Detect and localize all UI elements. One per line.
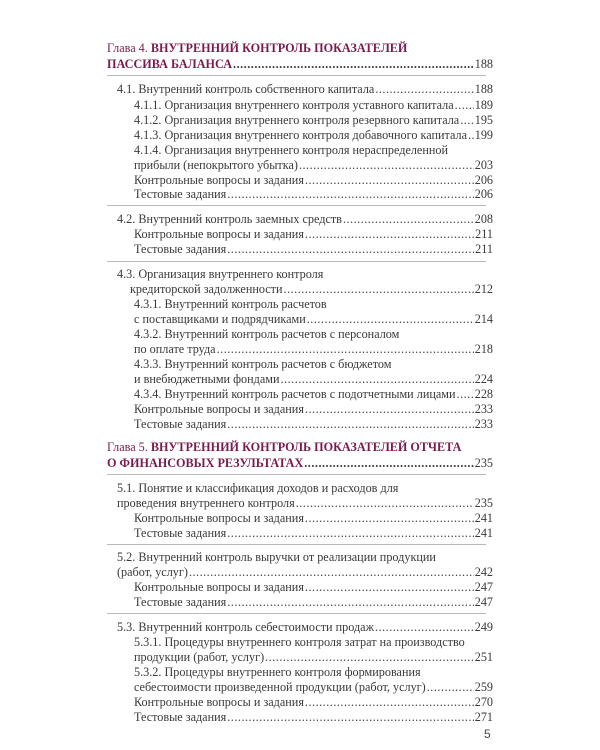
leader-dots xyxy=(455,98,474,112)
toc-entry-5-3-1-line1[interactable] xyxy=(134,635,465,649)
toc-entry-4-1-questions[interactable] xyxy=(134,173,493,187)
leader-dots xyxy=(305,580,474,594)
leader-dots xyxy=(427,680,474,694)
toc-entry-5-3-2-line1[interactable] xyxy=(134,665,421,679)
leader-dots xyxy=(299,158,474,172)
toc-entry-4-1-2[interactable] xyxy=(134,113,493,127)
entry-title: 4.1.4. Организация внутреннего контроля нераспределенной xyxy=(134,143,448,157)
entry-page: 233 xyxy=(474,417,493,431)
entry-title: 4.1.1. Организация внутреннего контроля уставного капитала xyxy=(134,98,454,112)
entry-title: Контрольные вопросы и задания xyxy=(134,511,304,525)
toc-entry-4-3-4[interactable] xyxy=(134,387,493,401)
entry-title: Тестовые задания xyxy=(134,417,227,431)
toc-entry-4-2-tests[interactable] xyxy=(134,242,493,256)
chapter-4-lead: Глава 4. xyxy=(107,41,151,55)
entry-page: 211 xyxy=(475,227,493,241)
divider xyxy=(107,474,486,475)
entry-page: 189 xyxy=(474,98,493,112)
chapter-4-title-line1: ВНУТРЕННИЙ КОНТРОЛЬ ПОКАЗАТЕЛЕЙ xyxy=(150,41,408,55)
toc-entry-4-3-1-line1[interactable] xyxy=(134,297,327,311)
leader-dots xyxy=(227,710,473,724)
entry-page: 208 xyxy=(474,212,493,226)
leader-dots xyxy=(189,565,474,579)
entry-title: Тестовые задания xyxy=(134,595,227,609)
entry-page: 249 xyxy=(474,620,493,634)
entry-title: 4.1.2. Организация внутреннего контроля резервного капитала xyxy=(134,113,460,127)
leader-dots xyxy=(296,496,474,510)
entry-page: 241 xyxy=(474,511,493,525)
entry-title: с поставщиками и подрядчиками xyxy=(134,312,306,326)
toc-entry-4-1-4-line1[interactable] xyxy=(134,143,448,157)
toc-entry-4-3-3[interactable] xyxy=(134,372,493,386)
leader-dots xyxy=(281,372,474,386)
entry-page: 271 xyxy=(474,710,493,724)
leader-dots xyxy=(233,57,474,71)
entry-title: и внебюджетными фондами xyxy=(134,372,280,386)
chapter-5-heading-line2[interactable] xyxy=(107,456,493,470)
toc-entry-5-3-tests[interactable] xyxy=(134,710,493,724)
toc-entry-5-3-questions[interactable] xyxy=(134,695,493,709)
toc-entry-4-3-1[interactable] xyxy=(134,312,493,326)
entry-page: 195 xyxy=(474,113,493,127)
toc-entry-4-2[interactable] xyxy=(117,212,493,226)
entry-page: 199 xyxy=(474,128,493,142)
entry-title: Тестовые задания xyxy=(134,710,227,724)
entry-page: 233 xyxy=(474,402,493,416)
toc-entry-5-2-tests[interactable] xyxy=(134,595,493,609)
entry-title: Контрольные вопросы и задания xyxy=(134,580,304,594)
divider xyxy=(107,544,486,545)
leader-dots xyxy=(375,620,474,634)
toc-entry-5-3-2[interactable] xyxy=(134,680,493,694)
entry-title: 5.3.1. Процедуры внутреннего контроля затрат на производство xyxy=(134,635,465,649)
leader-dots xyxy=(343,212,474,226)
chapter-4-heading-line2[interactable] xyxy=(107,57,493,71)
toc-entry-4-2-questions[interactable] xyxy=(134,227,493,241)
entry-title: 4.3. Организация внутреннего контроля xyxy=(117,267,324,281)
entry-page: 188 xyxy=(474,82,493,96)
leader-dots xyxy=(227,417,473,431)
entry-title: проведения внутреннего контроля xyxy=(117,496,295,510)
chapter-4-title-line2: ПАССИВА БАЛАНСА xyxy=(107,57,233,71)
entry-title: прибыли (непокрытого убытка) xyxy=(134,158,298,172)
toc-entry-4-3-questions[interactable] xyxy=(134,402,493,416)
leader-dots xyxy=(227,595,473,609)
chapter-5-title-line2: О ФИНАНСОВЫХ РЕЗУЛЬТАТАХ xyxy=(107,456,304,470)
leader-dots xyxy=(305,695,474,709)
toc-entry-4-1[interactable] xyxy=(117,82,493,96)
entry-page: 251 xyxy=(474,650,493,664)
entry-page: 203 xyxy=(474,158,493,172)
entry-page: 211 xyxy=(475,242,493,256)
entry-page: 235 xyxy=(474,496,493,510)
entry-title: 5.1. Понятие и классификация доходов и расходов для xyxy=(117,481,399,495)
entry-page: 218 xyxy=(474,342,493,356)
toc-entry-5-2[interactable] xyxy=(117,565,493,579)
leader-dots xyxy=(305,173,474,187)
chapter-5-title-line1: ВНУТРЕННИЙ КОНТРОЛЬ ПОКАЗАТЕЛЕЙ ОТЧЕТА xyxy=(150,440,462,454)
entry-title: 4.3.1. Внутренний контроль расчетов xyxy=(134,297,327,311)
toc-entry-5-1-line1[interactable] xyxy=(117,481,398,495)
divider xyxy=(107,613,486,614)
entry-title: 4.3.4. Внутренний контроль расчетов с подотчетными лицами xyxy=(134,387,456,401)
toc-entry-5-2-line1[interactable] xyxy=(117,550,436,564)
divider xyxy=(107,75,486,76)
entry-title: 4.1. Внутренний контроль собственного капитала xyxy=(117,82,375,96)
entry-title: Контрольные вопросы и задания xyxy=(134,227,304,241)
toc-entry-4-1-4[interactable] xyxy=(134,158,493,172)
toc-entry-5-1[interactable] xyxy=(117,496,493,510)
chapter-5-lead: Глава 5. xyxy=(107,440,151,454)
leader-dots xyxy=(457,387,474,401)
toc-entry-5-1-tests[interactable] xyxy=(134,526,493,540)
chapter-4-heading-line1[interactable] xyxy=(107,41,407,55)
leader-dots xyxy=(227,242,474,256)
entry-page: 212 xyxy=(474,282,493,296)
leader-dots xyxy=(265,650,474,664)
toc-entry-4-1-tests[interactable] xyxy=(134,187,493,201)
entry-title: 5.3.2. Процедуры внутреннего контроля формирования xyxy=(134,665,421,679)
entry-page: 206 xyxy=(474,187,493,201)
entry-title: 4.1.3. Организация внутреннего контроля добавочного капитала xyxy=(134,128,467,142)
entry-title: Контрольные вопросы и задания xyxy=(134,695,304,709)
entry-title: по оплате труда xyxy=(134,342,216,356)
divider xyxy=(107,205,486,206)
entry-title: (работ, услуг) xyxy=(117,565,188,579)
entry-page: 242 xyxy=(474,565,493,579)
leader-dots xyxy=(305,511,474,525)
entry-page: 224 xyxy=(474,372,493,386)
entry-title: продукции (работ, услуг) xyxy=(134,650,265,664)
toc-entry-5-3[interactable] xyxy=(117,620,493,634)
entry-title: Тестовые задания xyxy=(134,187,227,201)
toc-entry-5-1-questions[interactable] xyxy=(134,511,493,525)
chapter-5-page: 235 xyxy=(474,456,493,470)
toc-entry-4-1-1[interactable] xyxy=(134,98,493,112)
chapter-4-page: 188 xyxy=(474,57,493,71)
divider xyxy=(107,261,486,262)
entry-page: 206 xyxy=(474,173,493,187)
entry-page: 214 xyxy=(474,312,493,326)
leader-dots xyxy=(304,456,473,470)
entry-title: Контрольные вопросы и задания xyxy=(134,402,304,416)
toc-entry-4-3-line1[interactable] xyxy=(117,267,323,281)
entry-page: 270 xyxy=(474,695,493,709)
leader-dots xyxy=(227,526,473,540)
entry-page: 228 xyxy=(474,387,493,401)
entry-page: 247 xyxy=(474,580,493,594)
entry-title: 4.3.3. Внутренний контроль расчетов с бюджетом xyxy=(134,357,392,371)
leader-dots xyxy=(227,187,473,201)
chapter-5-heading-line1[interactable] xyxy=(107,440,461,454)
leader-dots xyxy=(284,282,474,296)
page-number: 5 xyxy=(484,727,491,741)
leader-dots xyxy=(217,342,474,356)
entry-title: 5.2. Внутренний контроль выручки от реализации продукции xyxy=(117,550,436,564)
entry-title: 4.2. Внутренний контроль заемных средств xyxy=(117,212,342,226)
toc-entry-5-3-1[interactable] xyxy=(134,650,493,664)
entry-title: Контрольные вопросы и задания xyxy=(134,173,304,187)
entry-page: 259 xyxy=(474,680,493,694)
leader-dots xyxy=(460,113,474,127)
entry-title: Тестовые задания xyxy=(134,526,227,540)
leader-dots xyxy=(307,312,474,326)
toc-entry-4-1-3[interactable] xyxy=(134,128,493,142)
entry-page: 247 xyxy=(474,595,493,609)
entry-title: 5.3. Внутренний контроль себестоимости продаж xyxy=(117,620,375,634)
toc-entry-4-3-tests[interactable] xyxy=(134,417,493,431)
toc-entry-4-3-2-line1[interactable] xyxy=(134,327,399,341)
entry-title: Тестовые задания xyxy=(134,242,227,256)
toc-entry-4-3-2[interactable] xyxy=(134,342,493,356)
entry-title: кредиторской задолженности xyxy=(130,282,283,296)
toc-entry-4-3-3-line1[interactable] xyxy=(134,357,391,371)
entry-title: себестоимости произведенной продукции (работ, услуг) xyxy=(134,680,426,694)
toc-entry-5-2-questions[interactable] xyxy=(134,580,493,594)
leader-dots xyxy=(305,227,474,241)
toc-entry-4-3[interactable] xyxy=(130,282,493,296)
leader-dots xyxy=(468,128,474,142)
entry-title: 4.3.2. Внутренний контроль расчетов с персоналом xyxy=(134,327,400,341)
leader-dots xyxy=(305,402,474,416)
leader-dots xyxy=(375,82,473,96)
entry-page: 241 xyxy=(474,526,493,540)
